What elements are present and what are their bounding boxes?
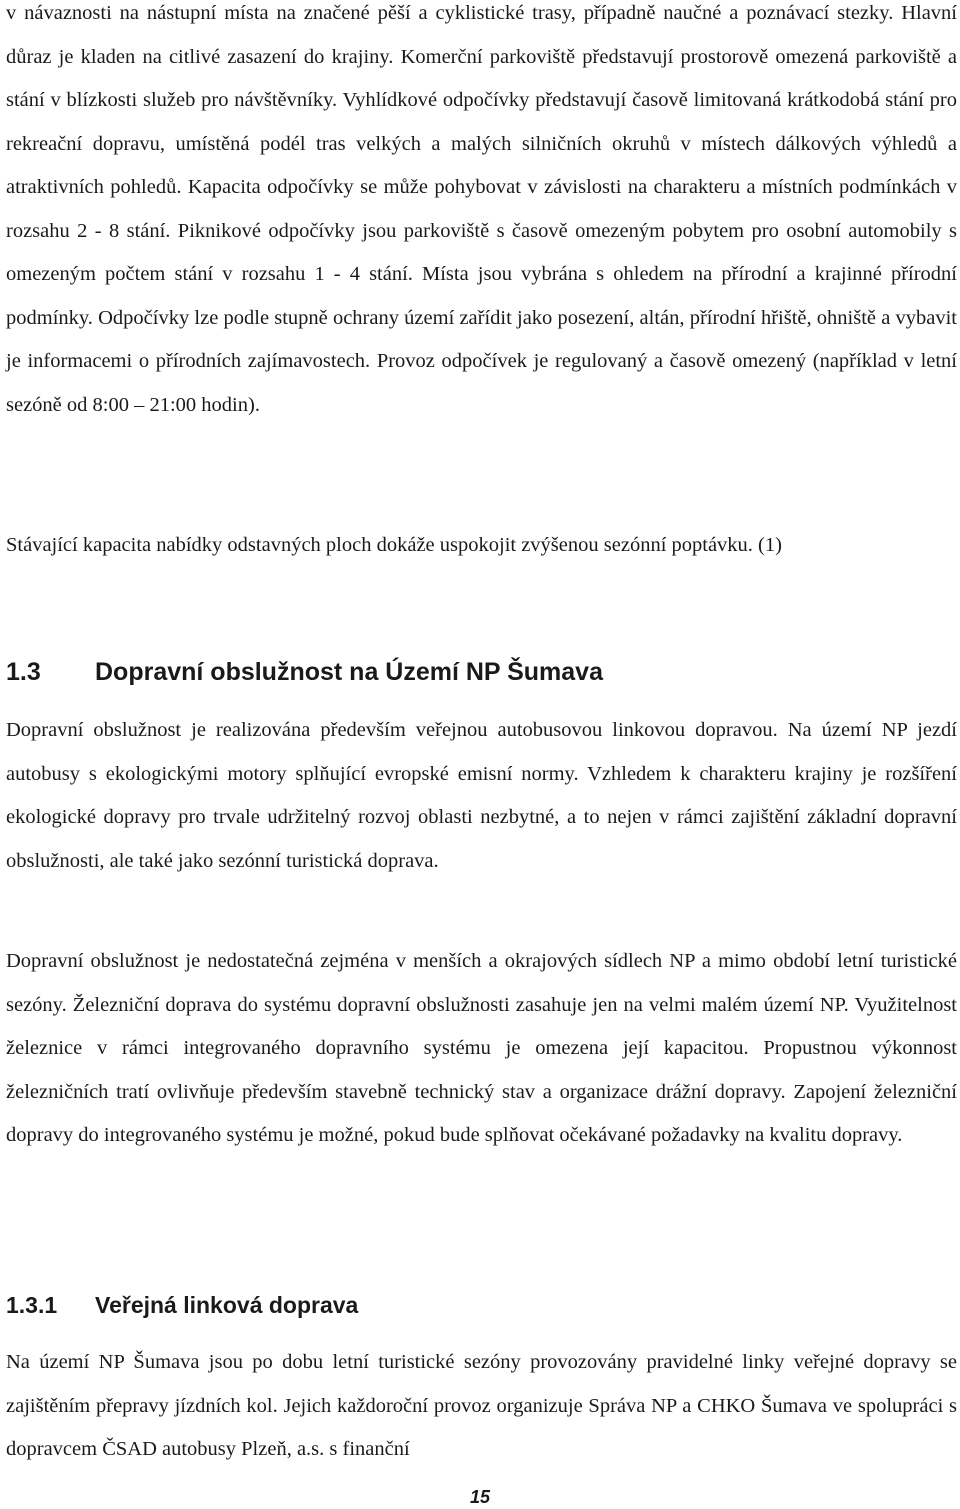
page-number: 15 <box>469 1487 491 1507</box>
paragraph-rest-areas: v návaznosti na nástupní místa na značené pěší a cyklistické trasy, případně naučné a poznávací stezky. Hlavní důraz je kladen na citlivé zasazení do krajiny. Komerční parkoviště představují prostorově omezená parkoviště a stání v blízkosti služeb pro návštěvníky. Vyhlídkové odpočívky představují časově limitovaná krátkodobá stání pro rekreační dopravu, umístěná podél tras velkých a malých silničních okruhů v místech dálkových výhledů a atraktivních pohledů. Kapacita odpočívky se může pohybovat v závislosti na charakteru a místních podmínkách v rozsahu 2 - 8 stání. Piknikové odpočívky jsou parkoviště s časově omezeným pobytem pro osobní automobily s omezeným počtem stání v rozsahu 1 - 4 stání. Místa jsou vybrána s ohledem na přírodní a krajinné přírodní podmínky. Odpočívky lze podle stupně ochrany území zařídit jako posezení, altán, přírodní hřiště, ohniště a vybavit je informacemi o přírodních zajímavostech. Provoz odpočívek je regulovaný a časově omezený (například v letní sezóně od 8:00 – 21:00 hodin). <box>6 2 957 416</box>
paragraph-line-transport: Na území NP Šumava jsou po dobu letní turistické sezóny provozovány pravidelné linky veřejné dopravy se zajištěním přepravy jízdních kol. Jejich každoroční provoz organizuje Správa NP a CHKO Šumava ve spolupráci s dopravcem ČSAD autobusy Plzeň, a.s. s finanční <box>6 1351 957 1460</box>
subsection-title: Veřejná linková doprava <box>95 1292 359 1318</box>
subsection-heading <box>6 1285 957 1325</box>
section-number: 1.3 <box>6 658 41 686</box>
paragraph-capacity: Stávající kapacita nabídky odstavných ploch dokáže uspokojit zvýšenou sezónní poptávku. (1) <box>6 534 782 556</box>
paragraph-service-1: Dopravní obslužnost je realizována především veřejnou autobusovou linkovou dopravou. Na území NP jezdí autobusy s ekologickými motory splňující evropské emisní normy. Vzhledem k charakteru krajiny je rozšíření ekologické dopravy pro trvale udržitelný rozvoj oblasti nezbytné, a to nejen v rámci zajištění základní dopravní obslužnosti, ale také jako sezónní turistická doprava. <box>6 719 957 872</box>
section-heading <box>6 652 957 692</box>
subsection-number: 1.3.1 <box>6 1292 58 1318</box>
paragraph-service-2: Dopravní obslužnost je nedostatečná zejména v menších a okrajových sídlech NP a mimo období letní turistické sezóny. Železniční doprava do systému dopravní obslužnosti zasahuje jen na velmi malém území NP. Využitelnost železnice v rámci integrovaného dopravního systému je omezena její kapacitou. Propustnou výkonnost železničních tratí ovlivňuje především stavebně technický stav a organizace drážní dopravy. Zapojení železniční dopravy do integrovaného systému je možné, pokud bude splňovat očekávané požadavky na kvalitu dopravy. <box>6 950 957 1146</box>
section-title: Dopravní obslužnost na Území NP Šumava <box>95 658 603 686</box>
